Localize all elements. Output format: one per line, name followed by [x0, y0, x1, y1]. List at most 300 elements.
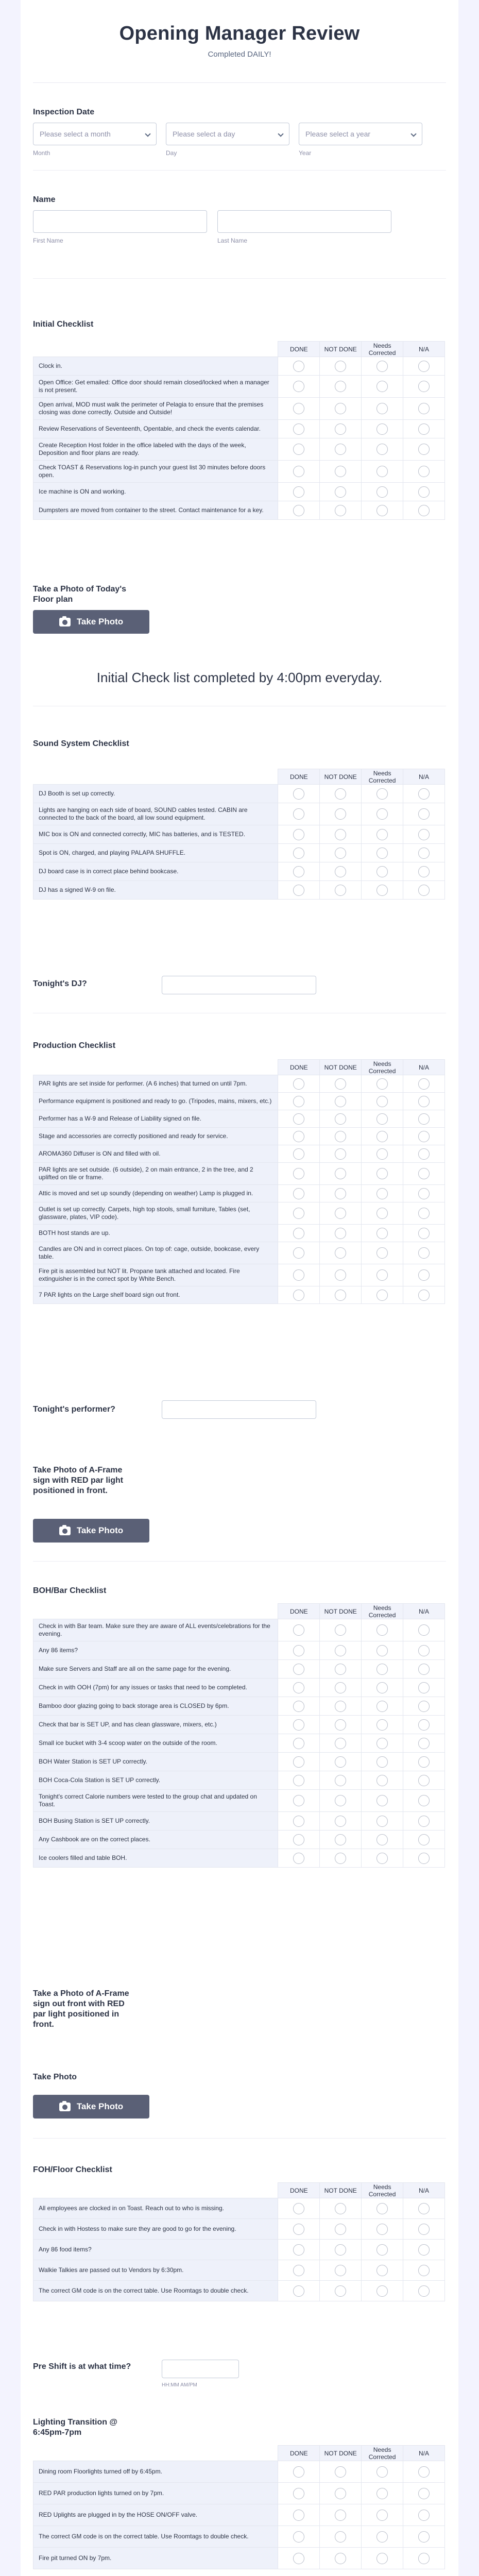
radio-button[interactable] — [377, 829, 388, 840]
radio-button[interactable] — [335, 788, 346, 800]
matrix-cell — [403, 881, 445, 900]
radio-button[interactable] — [293, 885, 304, 896]
radio-button[interactable] — [418, 1701, 430, 1712]
tonights-performer-input[interactable] — [162, 1400, 316, 1419]
matrix-cell — [320, 2240, 362, 2260]
matrix-row-label: AROMA360 Diffuser is ON and filled with oil. — [33, 1145, 278, 1163]
radio-button[interactable] — [377, 1208, 388, 1219]
matrix-cell — [320, 803, 362, 825]
radio-button[interactable] — [418, 1148, 430, 1160]
radio-button[interactable] — [418, 1645, 430, 1656]
matrix-cell — [362, 881, 403, 900]
radio-button[interactable] — [335, 2510, 346, 2521]
matrix-cell — [362, 862, 403, 881]
radio-button[interactable] — [293, 848, 304, 859]
matrix-cell — [403, 1641, 445, 1660]
radio-button[interactable] — [418, 2285, 430, 2297]
radio-button[interactable] — [418, 1756, 430, 1768]
radio-button[interactable] — [418, 1816, 430, 1827]
radio-button[interactable] — [293, 1795, 304, 1806]
radio-button[interactable] — [377, 866, 388, 877]
radio-button[interactable] — [418, 505, 430, 516]
radio-button[interactable] — [377, 423, 388, 435]
matrix-cell — [278, 461, 320, 483]
radio-button[interactable] — [377, 788, 388, 800]
matrix-row-label: PAR lights are set inside for performer. (A 6 inches) that turned on until 7pm. — [33, 1075, 278, 1093]
radio-button[interactable] — [335, 1645, 346, 1656]
radio-button[interactable] — [377, 1269, 388, 1281]
matrix-cell — [320, 1790, 362, 1812]
radio-button[interactable] — [293, 1168, 304, 1179]
radio-button[interactable] — [418, 403, 430, 414]
radio-button[interactable] — [293, 2224, 304, 2235]
radio-button[interactable] — [335, 1269, 346, 1281]
table-row — [33, 1163, 445, 1185]
radio-button[interactable] — [377, 1624, 388, 1636]
radio-button[interactable] — [335, 1775, 346, 1786]
matrix-cell — [278, 1163, 320, 1185]
radio-button[interactable] — [335, 885, 346, 896]
radio-button[interactable] — [293, 866, 304, 877]
radio-button[interactable] — [377, 1701, 388, 1712]
radio-button[interactable] — [377, 2244, 388, 2256]
radio-button[interactable] — [377, 1756, 388, 1768]
radio-button[interactable] — [377, 1148, 388, 1160]
radio-button[interactable] — [418, 1719, 430, 1731]
radio-button[interactable] — [418, 1269, 430, 1281]
radio-button[interactable] — [377, 2531, 388, 2543]
radio-button[interactable] — [418, 466, 430, 477]
radio-button[interactable] — [293, 1664, 304, 1675]
matrix-column-header: DONE — [278, 342, 320, 357]
month-select[interactable]: Please select a month — [33, 123, 157, 145]
radio-button[interactable] — [293, 1624, 304, 1636]
radio-button[interactable] — [418, 788, 430, 800]
matrix-cell — [278, 1812, 320, 1831]
matrix-cell — [362, 2240, 403, 2260]
matrix-cell — [320, 1225, 362, 1242]
radio-button[interactable] — [335, 2466, 346, 2478]
radio-button[interactable] — [418, 808, 430, 820]
radio-button[interactable] — [335, 466, 346, 477]
matrix-row-label: MIC box is ON and connected correctly, MIC has batteries, and is TESTED. — [33, 825, 278, 844]
radio-button[interactable] — [418, 2244, 430, 2256]
radio-button[interactable] — [335, 1290, 346, 1301]
radio-button[interactable] — [377, 1290, 388, 1301]
radio-button[interactable] — [335, 2203, 346, 2214]
radio-button[interactable] — [335, 381, 346, 392]
radio-button[interactable] — [418, 1247, 430, 1259]
radio-button[interactable] — [377, 1682, 388, 1693]
radio-button[interactable] — [335, 1816, 346, 1827]
radio-button[interactable] — [377, 1738, 388, 1749]
table-row — [33, 483, 445, 501]
matrix-cell — [278, 2526, 320, 2548]
radio-button[interactable] — [418, 1131, 430, 1142]
radio-button[interactable] — [377, 486, 388, 498]
radio-button[interactable] — [293, 505, 304, 516]
last-name-input[interactable] — [217, 210, 391, 233]
radio-button[interactable] — [335, 1148, 346, 1160]
radio-button[interactable] — [335, 486, 346, 498]
radio-button[interactable] — [377, 1853, 388, 1864]
matrix-cell — [278, 501, 320, 520]
day-select[interactable]: Please select a day — [166, 123, 289, 145]
radio-button[interactable] — [335, 1131, 346, 1142]
radio-button[interactable] — [293, 1701, 304, 1712]
radio-button[interactable] — [418, 1113, 430, 1125]
radio-button[interactable] — [293, 2466, 304, 2478]
inspection-date-section — [33, 107, 446, 117]
radio-button[interactable] — [293, 2531, 304, 2543]
radio-button[interactable] — [418, 1168, 430, 1179]
radio-button[interactable] — [293, 2244, 304, 2256]
radio-button[interactable] — [377, 2510, 388, 2521]
matrix-cell — [278, 2240, 320, 2260]
radio-button[interactable] — [418, 1834, 430, 1845]
radio-button[interactable] — [418, 1290, 430, 1301]
matrix-cell — [320, 825, 362, 844]
radio-button[interactable] — [377, 2466, 388, 2478]
radio-button[interactable] — [418, 2488, 430, 2499]
radio-button[interactable] — [335, 403, 346, 414]
radio-button[interactable] — [418, 2224, 430, 2235]
matrix-cell — [278, 1128, 320, 1145]
radio-button[interactable] — [377, 1168, 388, 1179]
radio-button[interactable] — [293, 1096, 304, 1107]
radio-button[interactable] — [335, 829, 346, 840]
radio-button[interactable] — [293, 2285, 304, 2297]
radio-button[interactable] — [418, 1795, 430, 1806]
lighting-section — [33, 2417, 446, 2438]
radio-button[interactable] — [335, 1738, 346, 1749]
radio-button[interactable] — [418, 2510, 430, 2521]
radio-button[interactable] — [293, 381, 304, 392]
radio-button[interactable] — [293, 2488, 304, 2499]
radio-button[interactable] — [418, 885, 430, 896]
radio-button[interactable] — [335, 1168, 346, 1179]
table-row — [33, 1093, 445, 1110]
radio-button[interactable] — [418, 361, 430, 372]
radio-button[interactable] — [293, 1756, 304, 1768]
radio-button[interactable] — [293, 361, 304, 372]
radio-button[interactable] — [293, 1188, 304, 1199]
radio-button[interactable] — [418, 2531, 430, 2543]
radio-button[interactable] — [377, 1834, 388, 1845]
radio-button[interactable] — [335, 1682, 346, 1693]
matrix-column-header: DONE — [278, 769, 320, 785]
radio-button[interactable] — [377, 444, 388, 455]
radio-button[interactable] — [335, 1096, 346, 1107]
radio-button[interactable] — [377, 381, 388, 392]
radio-button[interactable] — [377, 2265, 388, 2276]
radio-button[interactable] — [377, 2285, 388, 2297]
radio-button[interactable] — [293, 2553, 304, 2564]
radio-button[interactable] — [377, 1096, 388, 1107]
matrix-cell — [362, 1163, 403, 1185]
radio-button[interactable] — [293, 1738, 304, 1749]
radio-button[interactable] — [418, 1853, 430, 1864]
header-divider — [33, 82, 446, 83]
matrix-row-label: DJ has a signed W-9 on file. — [33, 881, 278, 900]
radio-button[interactable] — [293, 829, 304, 840]
radio-button[interactable] — [418, 1682, 430, 1693]
radio-button[interactable] — [418, 381, 430, 392]
matrix-cell — [278, 483, 320, 501]
radio-button[interactable] — [335, 866, 346, 877]
matrix-cell — [403, 1619, 445, 1641]
matrix-cell — [278, 1771, 320, 1790]
table-row — [33, 376, 445, 398]
matrix-cell — [320, 2281, 362, 2301]
radio-button[interactable] — [418, 2553, 430, 2564]
radio-button[interactable] — [377, 505, 388, 516]
matrix-cell — [362, 1075, 403, 1093]
radio-button[interactable] — [335, 1756, 346, 1768]
matrix-cell — [403, 1185, 445, 1202]
radio-button[interactable] — [335, 2285, 346, 2297]
table-row — [33, 1660, 445, 1679]
aframe-2-take-photo-button[interactable] — [33, 2095, 149, 2119]
matrix-cell — [362, 461, 403, 483]
matrix-cell — [278, 1110, 320, 1128]
radio-button[interactable] — [418, 829, 430, 840]
matrix-cell — [278, 1641, 320, 1660]
radio-button[interactable] — [418, 486, 430, 498]
radio-button[interactable] — [335, 423, 346, 435]
matrix-cell — [278, 1093, 320, 1110]
radio-button[interactable] — [335, 1719, 346, 1731]
radio-button[interactable] — [377, 1228, 388, 1239]
table-row — [33, 1849, 445, 1868]
matrix-cell — [278, 1145, 320, 1163]
radio-button[interactable] — [418, 866, 430, 877]
matrix-cell — [362, 1849, 403, 1868]
radio-button[interactable] — [418, 1228, 430, 1239]
radio-button[interactable] — [377, 1775, 388, 1786]
radio-button[interactable] — [418, 1208, 430, 1219]
radio-button[interactable] — [293, 1208, 304, 1219]
radio-button[interactable] — [377, 2203, 388, 2214]
radio-button[interactable] — [293, 1816, 304, 1827]
table-row — [33, 2526, 445, 2548]
table-row — [33, 1831, 445, 1849]
matrix-cell — [403, 1242, 445, 1264]
radio-button[interactable] — [293, 1775, 304, 1786]
radio-button[interactable] — [377, 1645, 388, 1656]
table-row — [33, 2240, 445, 2260]
matrix-column-header: NOT DONE — [320, 1060, 362, 1075]
radio-button[interactable] — [377, 808, 388, 820]
matrix-cell — [403, 825, 445, 844]
matrix-cell — [278, 1734, 320, 1753]
radio-button[interactable] — [335, 1795, 346, 1806]
radio-button[interactable] — [418, 2466, 430, 2478]
radio-button[interactable] — [377, 1664, 388, 1675]
radio-button[interactable] — [377, 361, 388, 372]
matrix-cell — [362, 483, 403, 501]
radio-button[interactable] — [293, 2203, 304, 2214]
matrix-cell — [403, 844, 445, 862]
radio-button[interactable] — [377, 885, 388, 896]
radio-button[interactable] — [293, 2265, 304, 2276]
radio-button[interactable] — [377, 1816, 388, 1827]
radio-button[interactable] — [293, 486, 304, 498]
radio-button[interactable] — [377, 466, 388, 477]
matrix-cell — [320, 881, 362, 900]
matrix-cell — [362, 1242, 403, 1264]
radio-button[interactable] — [335, 1113, 346, 1125]
radio-button[interactable] — [335, 1834, 346, 1845]
radio-button[interactable] — [293, 1131, 304, 1142]
matrix-cell — [320, 1110, 362, 1128]
radio-button[interactable] — [335, 1247, 346, 1259]
radio-button[interactable] — [418, 2203, 430, 2214]
radio-button[interactable] — [293, 1269, 304, 1281]
matrix-cell — [362, 1110, 403, 1128]
radio-button[interactable] — [293, 1645, 304, 1656]
matrix-cell — [320, 1163, 362, 1185]
radio-button[interactable] — [418, 1664, 430, 1675]
radio-button[interactable] — [293, 1148, 304, 1160]
radio-button[interactable] — [293, 1719, 304, 1731]
aframe-take-photo-button[interactable] — [33, 1519, 149, 1543]
radio-button[interactable] — [293, 403, 304, 414]
matrix-cell — [362, 1753, 403, 1771]
preshift-label: Pre Shift is at what time? — [33, 2362, 131, 2371]
radio-button[interactable] — [377, 1719, 388, 1731]
radio-button[interactable] — [377, 1247, 388, 1259]
matrix-row-label: Attic is moved and set up soundly (depending on weather) Lamp is plugged in. — [33, 1185, 278, 1202]
take-photo-button[interactable] — [33, 610, 149, 634]
lighting-label: Lighting Transition @ 6:45pm-7pm — [33, 2418, 118, 2437]
matrix-column-header: NOT DONE — [320, 2183, 362, 2198]
radio-button[interactable] — [293, 1078, 304, 1090]
radio-button[interactable] — [335, 1078, 346, 1090]
matrix-cell — [278, 2198, 320, 2219]
radio-button[interactable] — [293, 1113, 304, 1125]
radio-button[interactable] — [418, 1775, 430, 1786]
radio-button[interactable] — [293, 1834, 304, 1845]
matrix-cell — [320, 2548, 362, 2569]
radio-button[interactable] — [293, 423, 304, 435]
radio-button[interactable] — [335, 808, 346, 820]
radio-button[interactable] — [335, 1208, 346, 1219]
radio-button[interactable] — [377, 1188, 388, 1199]
tonights-dj-input[interactable] — [162, 976, 316, 994]
radio-button[interactable] — [293, 1247, 304, 1259]
radio-button[interactable] — [293, 1228, 304, 1239]
radio-button[interactable] — [377, 1113, 388, 1125]
radio-button[interactable] — [293, 466, 304, 477]
aframe-photo-2-section — [33, 1989, 446, 2030]
radio-button[interactable] — [335, 1624, 346, 1636]
matrix-cell — [362, 2504, 403, 2526]
radio-button[interactable] — [377, 2553, 388, 2564]
radio-button[interactable] — [335, 2531, 346, 2543]
radio-button[interactable] — [418, 848, 430, 859]
radio-button[interactable] — [418, 423, 430, 435]
radio-button[interactable] — [418, 444, 430, 455]
matrix-column-header: Needs Corrected — [362, 1060, 403, 1075]
radio-button[interactable] — [418, 1624, 430, 1636]
radio-button[interactable] — [335, 1853, 346, 1864]
radio-button[interactable] — [418, 1738, 430, 1749]
radio-button[interactable] — [335, 1188, 346, 1199]
matrix-cell — [362, 1185, 403, 1202]
radio-button[interactable] — [293, 444, 304, 455]
radio-button[interactable] — [335, 1701, 346, 1712]
matrix-cell — [403, 461, 445, 483]
matrix-cell — [403, 1163, 445, 1185]
table-row — [33, 2219, 445, 2240]
radio-button[interactable] — [293, 1290, 304, 1301]
radio-button[interactable] — [335, 2265, 346, 2276]
form-header — [21, 23, 458, 59]
month-sublabel: Month — [33, 149, 50, 157]
radio-button[interactable] — [377, 2224, 388, 2235]
radio-button[interactable] — [293, 1682, 304, 1693]
radio-button[interactable] — [335, 2553, 346, 2564]
matrix-cell — [362, 2281, 403, 2301]
matrix-cell — [362, 2483, 403, 2504]
matrix-cell — [362, 1202, 403, 1225]
radio-button[interactable] — [377, 1078, 388, 1090]
radio-button[interactable] — [377, 1795, 388, 1806]
radio-button[interactable] — [335, 2244, 346, 2256]
radio-button[interactable] — [418, 1096, 430, 1107]
radio-button[interactable] — [335, 848, 346, 859]
matrix-cell — [320, 1771, 362, 1790]
radio-button[interactable] — [293, 788, 304, 800]
production-section — [33, 1041, 446, 1051]
matrix-cell — [320, 1093, 362, 1110]
radio-button[interactable] — [418, 1078, 430, 1090]
table-row — [33, 398, 445, 420]
radio-button[interactable] — [377, 1131, 388, 1142]
matrix-column-header: N/A — [403, 2183, 445, 2198]
table-row — [33, 420, 445, 438]
year-select[interactable]: Please select a year — [299, 123, 422, 145]
aframe-photo-1-section — [33, 1465, 446, 1496]
radio-button[interactable] — [418, 1188, 430, 1199]
radio-button[interactable] — [377, 403, 388, 414]
radio-button[interactable] — [293, 2510, 304, 2521]
radio-button[interactable] — [335, 2488, 346, 2499]
radio-button[interactable] — [335, 1664, 346, 1675]
radio-button[interactable] — [335, 361, 346, 372]
matrix-cell — [403, 1075, 445, 1093]
radio-button[interactable] — [335, 444, 346, 455]
radio-button[interactable] — [335, 2224, 346, 2235]
radio-button[interactable] — [377, 848, 388, 859]
aframe-photo-2-title-wrap — [33, 2072, 446, 2082]
radio-button[interactable] — [335, 1228, 346, 1239]
table-row — [33, 357, 445, 376]
first-name-input[interactable] — [33, 210, 207, 233]
radio-button[interactable] — [293, 1853, 304, 1864]
radio-button[interactable] — [418, 2265, 430, 2276]
radio-button[interactable] — [293, 808, 304, 820]
matrix-cell — [320, 501, 362, 520]
preshift-time-input[interactable] — [162, 2360, 239, 2378]
matrix-cell — [278, 844, 320, 862]
matrix-cell — [320, 1619, 362, 1641]
radio-button[interactable] — [335, 505, 346, 516]
radio-button[interactable] — [377, 2488, 388, 2499]
matrix-cell — [362, 2526, 403, 2548]
matrix-cell — [362, 1790, 403, 1812]
